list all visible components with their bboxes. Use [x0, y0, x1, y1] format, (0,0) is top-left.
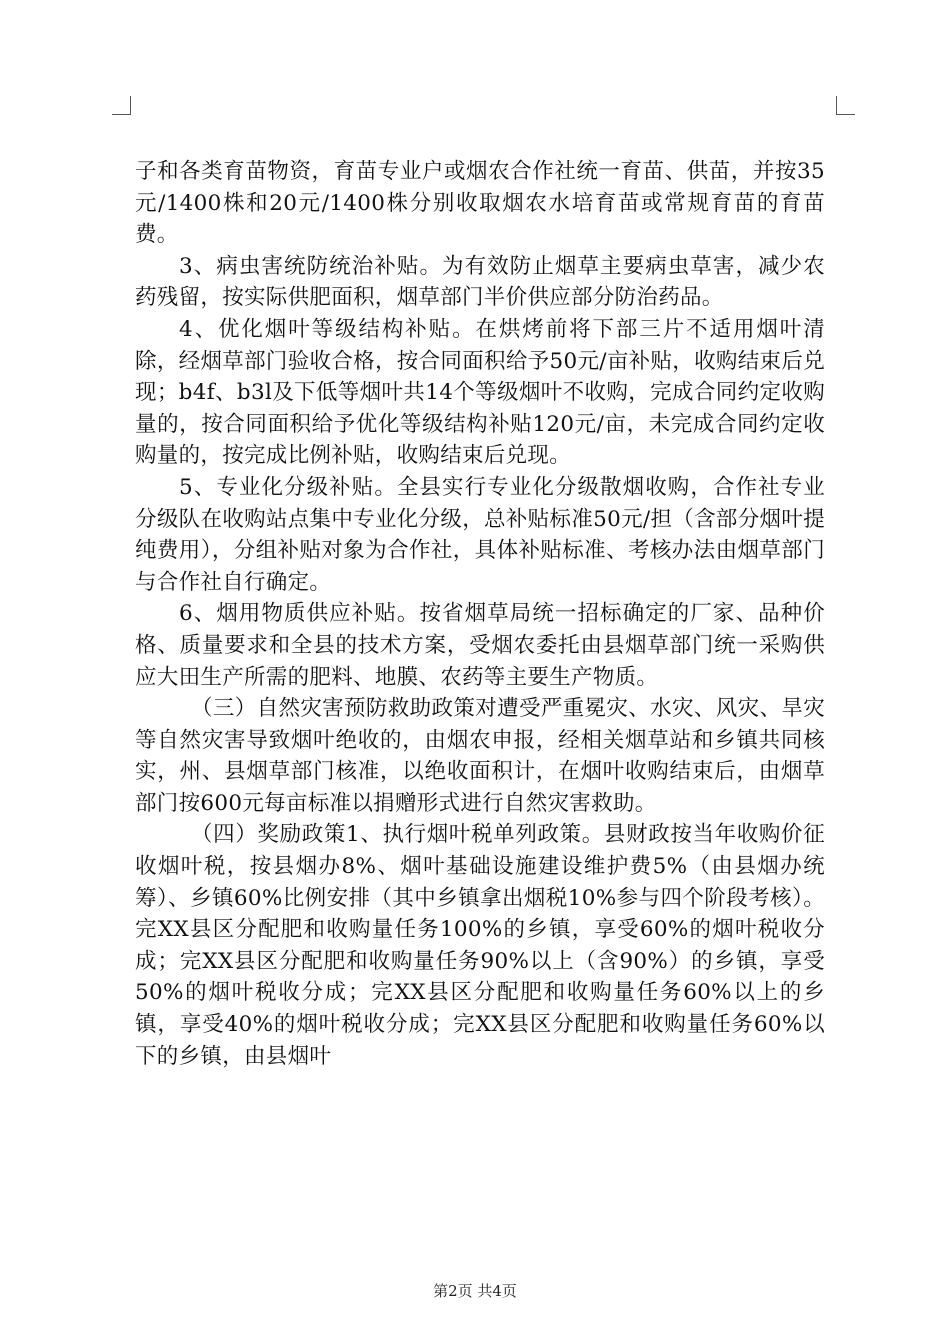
paragraph-continuation: 子和各类育苗物资，育苗专业户或烟农合作社统一育苗、供苗，并按35元/1400株和20元/1400株分别收取烟农水培育苗或常规育苗的育苗费。 — [135, 159, 825, 248]
crop-mark-top-right — [836, 96, 855, 115]
document-body — [135, 156, 825, 1072]
paragraph-pest-control-subsidy: 3、病虫害统防统治补贴。为有效防止烟草主要病虫草害，减少农药残留，按实际供肥面积，烟草部门半价供应部分防治药品。 — [135, 253, 825, 311]
paragraph-supply-subsidy: 6、烟用物质供应补贴。按省烟草局统一招标确定的厂家、品种价格、质量要求和全县的技术方案，受烟农委托由县烟草部门统一采购供应大田生产所需的肥料、地膜、农药等主要生产物质。 — [135, 601, 825, 690]
crop-mark-top-left — [112, 96, 131, 115]
paragraph-grade-structure-subsidy: 4、优化烟叶等级结构补贴。在烘烤前将下部三片不适用烟叶清除，经烟草部门验收合格，按合同面积给予50元/亩补贴，收购结束后兑现；b4f、b3l及下低等烟叶共14个等级烟叶不收购，完成合同约定收购量的，按合同面积给予优化等级结构补贴120元/亩，未完成合同约定收购量的，按完成比例补贴，收购结束后兑现。 — [135, 316, 825, 469]
page-footer: 第2页 共4页 — [433, 1282, 517, 1300]
paragraph-reward-policy: （四）奖励政策1、执行烟叶税单列政策。县财政按当年收购价征收烟叶税，按县烟办8%、烟叶基础设施建设维护费5%（由县烟办统筹）、乡镇60%比例安排（其中乡镇拿出烟税10%参与四个阶段考核）。完XX县区分配肥和收购量任务100%的乡镇，享受60%的烟叶税收分成；完XX县区分配肥和收购量任务90%以上（含90%）的乡镇，享受50%的烟叶税收分成；完XX县区分配肥和收购量任务60%以上的乡镇，享受40%的烟叶税收分成；完XX县区分配肥和收购量任务60%以下的乡镇，由县烟叶 — [135, 822, 825, 1069]
paragraph-grading-subsidy: 5、专业化分级补贴。全县实行专业化分级散烟收购，合作社专业分级队在收购站点集中专业化分级，总补贴标准50元/担（含部分烟叶提纯费用），分组补贴对象为合作社，具体补贴标准、考核办法由烟草部门与合作社自行确定。 — [135, 474, 825, 595]
paragraph-disaster-relief: （三）自然灾害预防救助政策对遭受严重冕灾、水灾、风灾、旱灾等自然灾害导致烟叶绝收的，由烟农申报，经相关烟草站和乡镇共同核实，州、县烟草部门核准，以绝收面积计，在烟叶收购结束后，由烟草部门按600元每亩标准以捐赠形式进行自然灾害救助。 — [135, 696, 825, 816]
